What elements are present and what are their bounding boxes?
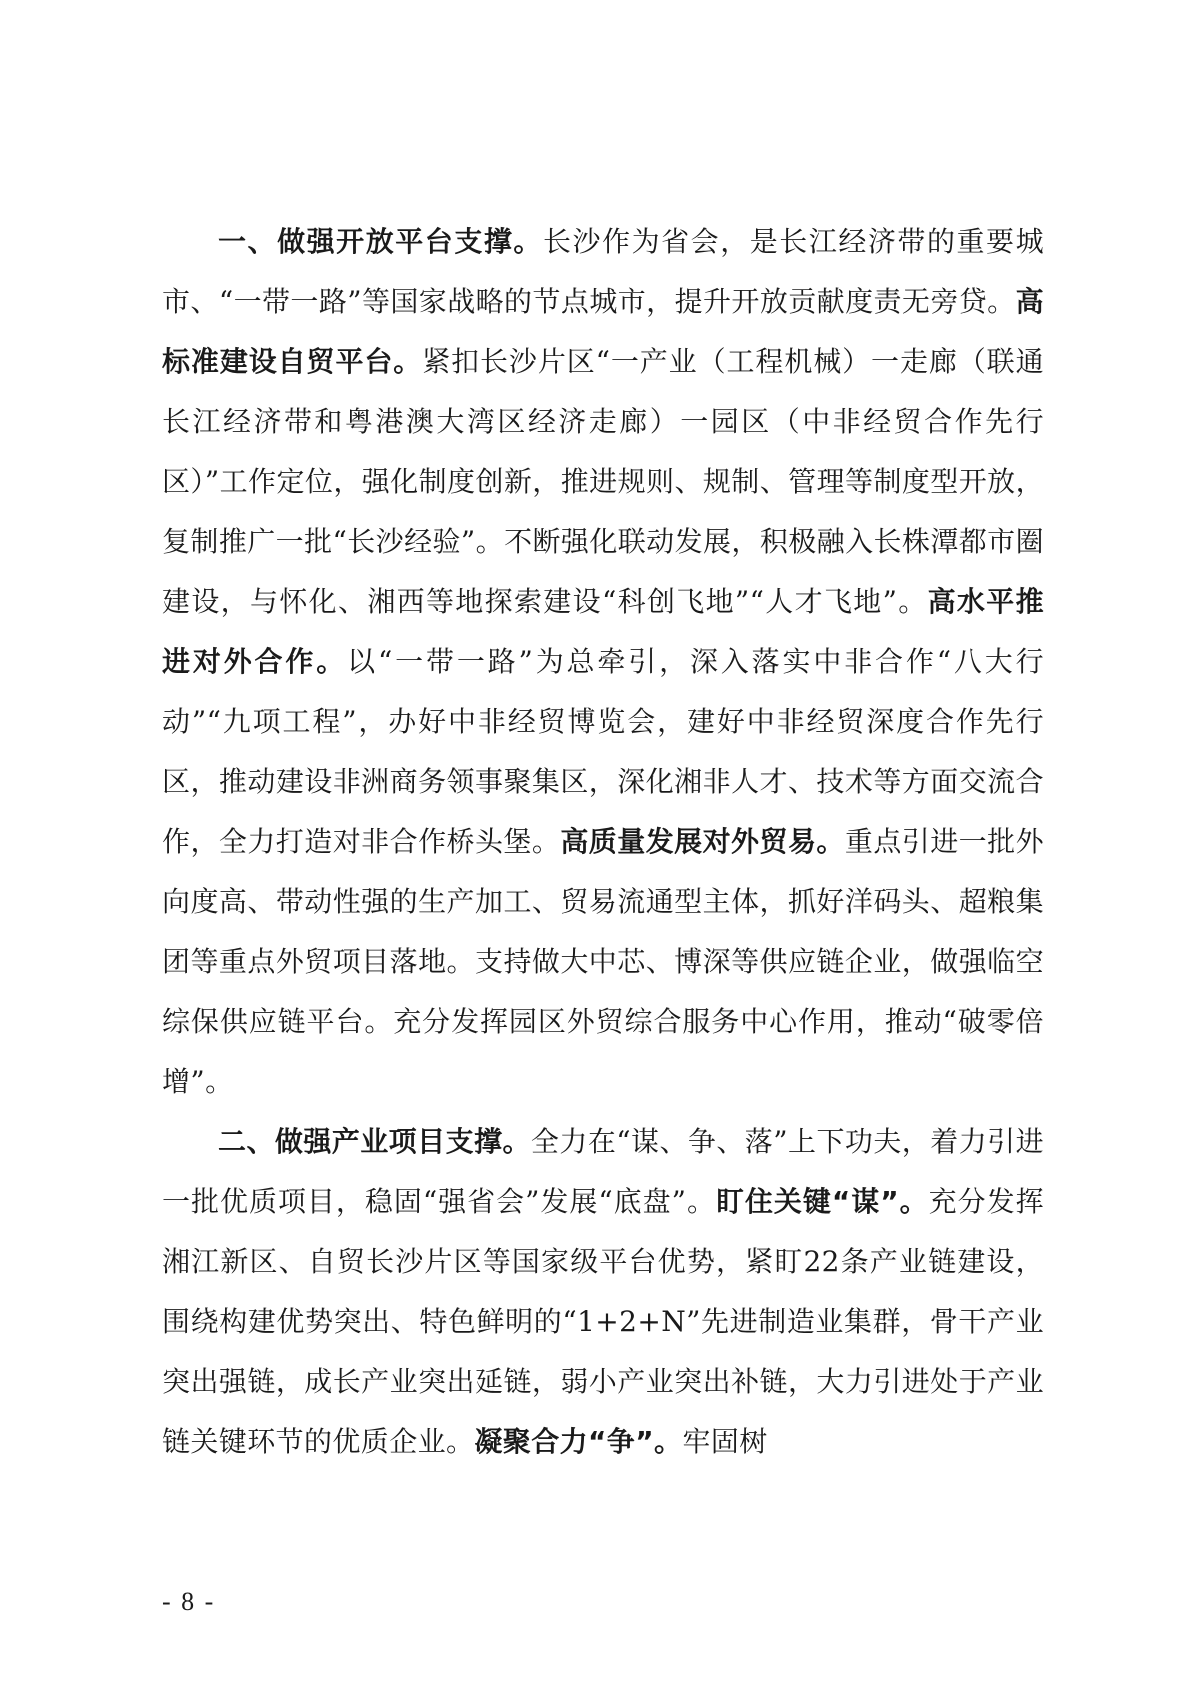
body-segment: 牢固树 [682,1425,768,1458]
subheading-ftz: 高标准建设自贸平台。 [162,285,1044,378]
body-segment: 全力在“谋、争、落”上下功夫，着力引进一批优质项目，稳固“强省会”发展“底盘”。 [162,1125,1044,1218]
subheading-trade: 高质量发展对外贸易。 [560,825,845,858]
body-text [162,212,1044,1472]
page-number: - 8 - [162,1587,216,1616]
subheading-plan: 盯住关键“谋”。 [715,1185,929,1218]
body-segment: 长沙作为省会，是长江经济带的重要城市、“一带一路”等国家战略的节点城市，提升开放贡献度责无旁贷。 [162,225,1044,318]
body-segment: 充分发挥湘江新区、自贸长沙片区等国家级平台优势，紧盯22条产业链建设，围绕构建优势突出、特色鲜明的“1+2+N”先进制造业集群，骨干产业突出强链，成长产业突出延链，弱小产业突出补链，大力引进处于产业链关键环节的优质企业。 [162,1185,1044,1458]
subheading-cooperation: 高水平推进对外合作。 [162,585,1044,678]
body-segment: 以“一带一路”为总牵引，深入落实中非合作“八大行动”“九项工程”，办好中非经贸博览会，建好中非经贸深度合作先行区，推动建设非洲商务领事聚集区，深化湘非人才、技术等方面交流合作，全力打造对非合作桥头堡。 [162,645,1045,858]
paragraph-open-platform [162,212,1044,1112]
section-heading-2: 二、做强产业项目支撑。 [218,1125,531,1158]
subheading-compete: 凝聚合力“争”。 [474,1425,683,1458]
body-segment: 重点引进一批外向度高、带动性强的生产加工、贸易流通型主体，抓好洋码头、超粮集团等重点外贸项目落地。支持做大中芯、博深等供应链企业，做强临空综保供应链平台。充分发挥园区外贸综合服务中心作用，推动“破零倍增”。 [162,825,1044,1098]
paragraph-industry-projects [162,1112,1044,1472]
body-segment: 紧扣长沙片区“一产业（工程机械）一走廊（联通长江经济带和粤港澳大湾区经济走廊）一园区（中非经贸合作先行区）”工作定位，强化制度创新，推进规则、规制、管理等制度型开放，复制推广一批“长沙经验”。不断强化联动发展，积极融入长株潭都市圈建设，与怀化、湘西等地探索建设“科创飞地”“人才飞地”。 [162,345,1044,618]
section-heading-1: 一、做强开放平台支撑。 [218,225,543,258]
